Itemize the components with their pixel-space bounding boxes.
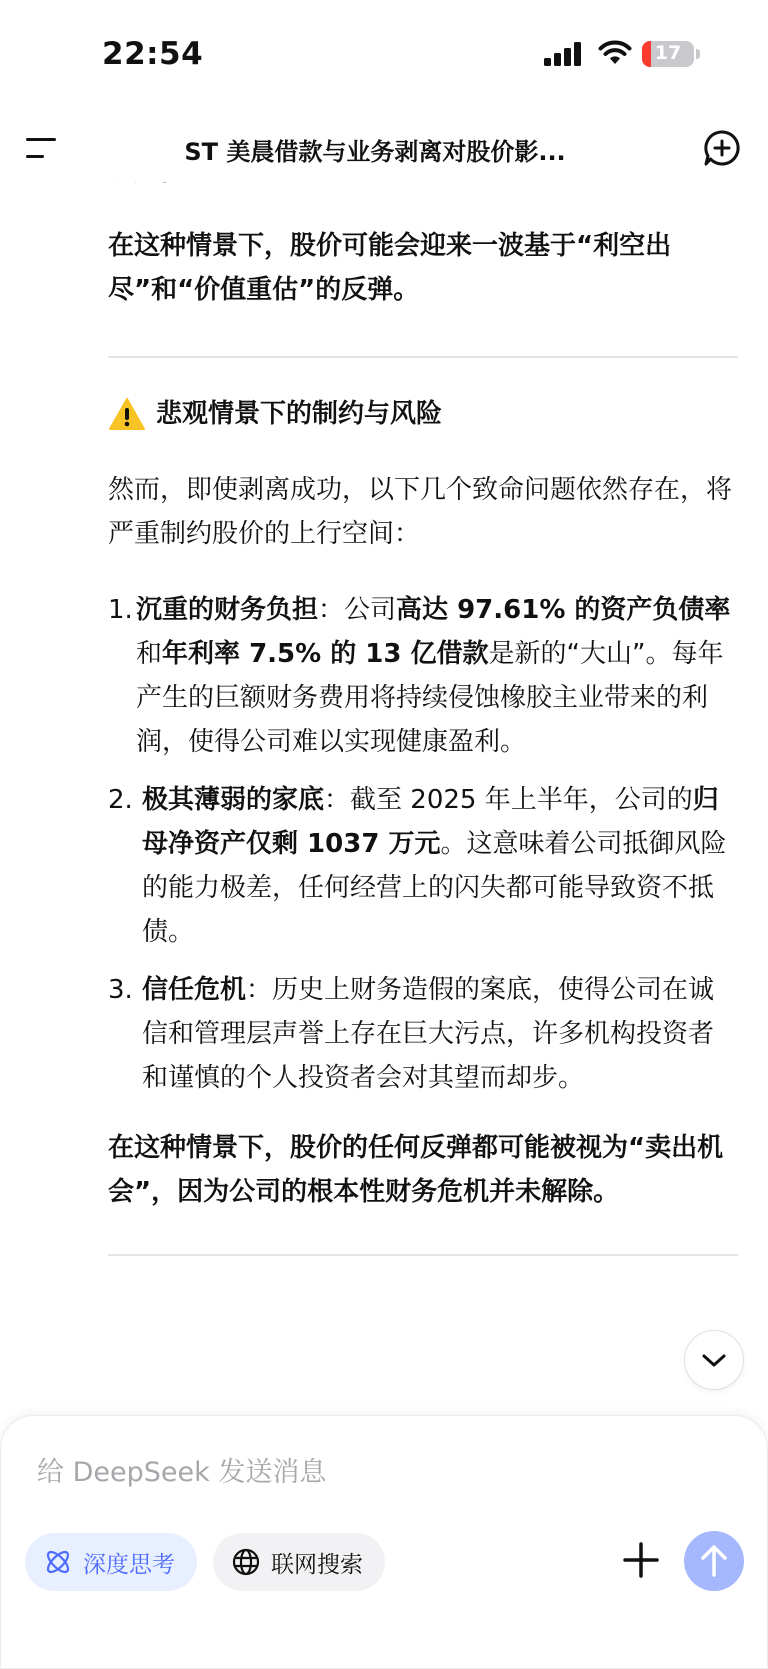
emphasis-text: 信任危机: [142, 975, 247, 1005]
body-text: ：历史上财务造假的案底，使得公司在诚信和管理层声誉上存在巨大污点，许多机构投资者和谨慎的个人投资者会对其望而却步。: [142, 975, 715, 1093]
atom-icon: [43, 1547, 73, 1577]
new-chat-icon[interactable]: [702, 128, 742, 168]
status-time: 22:54: [102, 36, 204, 72]
body-text: 是新的“大山”。每年产生的巨额财务费用将持续侵蚀橡胶主业带来的利润，使得公司难以实现健康盈利。: [136, 639, 724, 757]
attach-plus-icon[interactable]: [621, 1540, 661, 1580]
battery-tip: [696, 49, 700, 59]
risk-list: [108, 588, 738, 1100]
message-composer: [0, 1415, 768, 1669]
chevron-down-icon: [685, 1331, 743, 1389]
menu-line-icon: [26, 138, 56, 141]
risk-list-item: [108, 588, 738, 764]
message-input[interactable]: [35, 1446, 719, 1498]
status-bar: [0, 0, 768, 110]
section-title: 悲观情景下的制约与风险: [156, 399, 443, 429]
arrow-up-icon: [684, 1531, 744, 1591]
section-heading: [108, 392, 738, 436]
web-search-toggle[interactable]: [213, 1533, 385, 1591]
content-fade: [0, 1300, 768, 1420]
cellular-signal-icon: [544, 42, 584, 66]
sidebar-menu-button[interactable]: [26, 134, 62, 162]
warning-icon: [108, 397, 146, 431]
deep-think-toggle[interactable]: [25, 1533, 197, 1591]
section-divider: [108, 1254, 738, 1256]
list-number: 2.: [108, 785, 133, 815]
pessimistic-conclusion: 在这种情景下，股价的任何反弹都可能被视为“卖出机会”，因为公司的根本性财务危机并未解除。: [108, 1133, 724, 1207]
optimistic-conclusion: 在这种情景下，股价可能会迎来一波基于“利空出尽”和“价值重估”的反弹。: [108, 231, 672, 305]
globe-icon: [231, 1547, 261, 1577]
emphasis-text: 极其薄弱的家底: [142, 785, 325, 815]
emphasis-text: 年利率 7.5% 的 13 亿借款: [162, 639, 489, 669]
body-text: 。这意味着公司抵御风险的能力极差，任何经营上的闪失都可能导致资不抵债。: [142, 829, 727, 947]
section-divider: [108, 356, 738, 358]
battery-level: 17: [654, 42, 682, 64]
web-search-label: 联网搜索: [271, 1551, 363, 1578]
emphasis-text: 沉重的财务负担: [136, 595, 319, 625]
assistant-message: [108, 150, 738, 1256]
wifi-icon: [598, 40, 632, 66]
list-number: 1.: [108, 595, 133, 625]
chat-header: [0, 112, 768, 182]
battery-icon: [642, 41, 694, 67]
body-text: 和: [136, 639, 163, 669]
body-text: ：截至 2025 年上半年，公司的: [324, 785, 693, 815]
send-button[interactable]: [684, 1531, 744, 1591]
emphasis-text: 归母净资产仅剩 1037 万元: [142, 785, 719, 859]
menu-line-icon: [26, 155, 44, 158]
conversation-title[interactable]: ST 美晨借款与业务剥离对股价影...: [184, 138, 566, 166]
deep-think-label: 深度思考: [83, 1551, 175, 1578]
body-text: ：公司: [318, 595, 397, 625]
emphasis-text: 高达 97.61% 的资产负债率: [396, 595, 731, 625]
scroll-to-bottom-button[interactable]: [684, 1330, 744, 1390]
intro-paragraph: 然而，即使剥离成功，以下几个致命问题依然存在，将严重制约股价的上行空间：: [108, 475, 733, 549]
risk-list-item: [108, 778, 738, 954]
list-number: 3.: [108, 975, 133, 1005]
risk-list-item: [108, 968, 738, 1100]
